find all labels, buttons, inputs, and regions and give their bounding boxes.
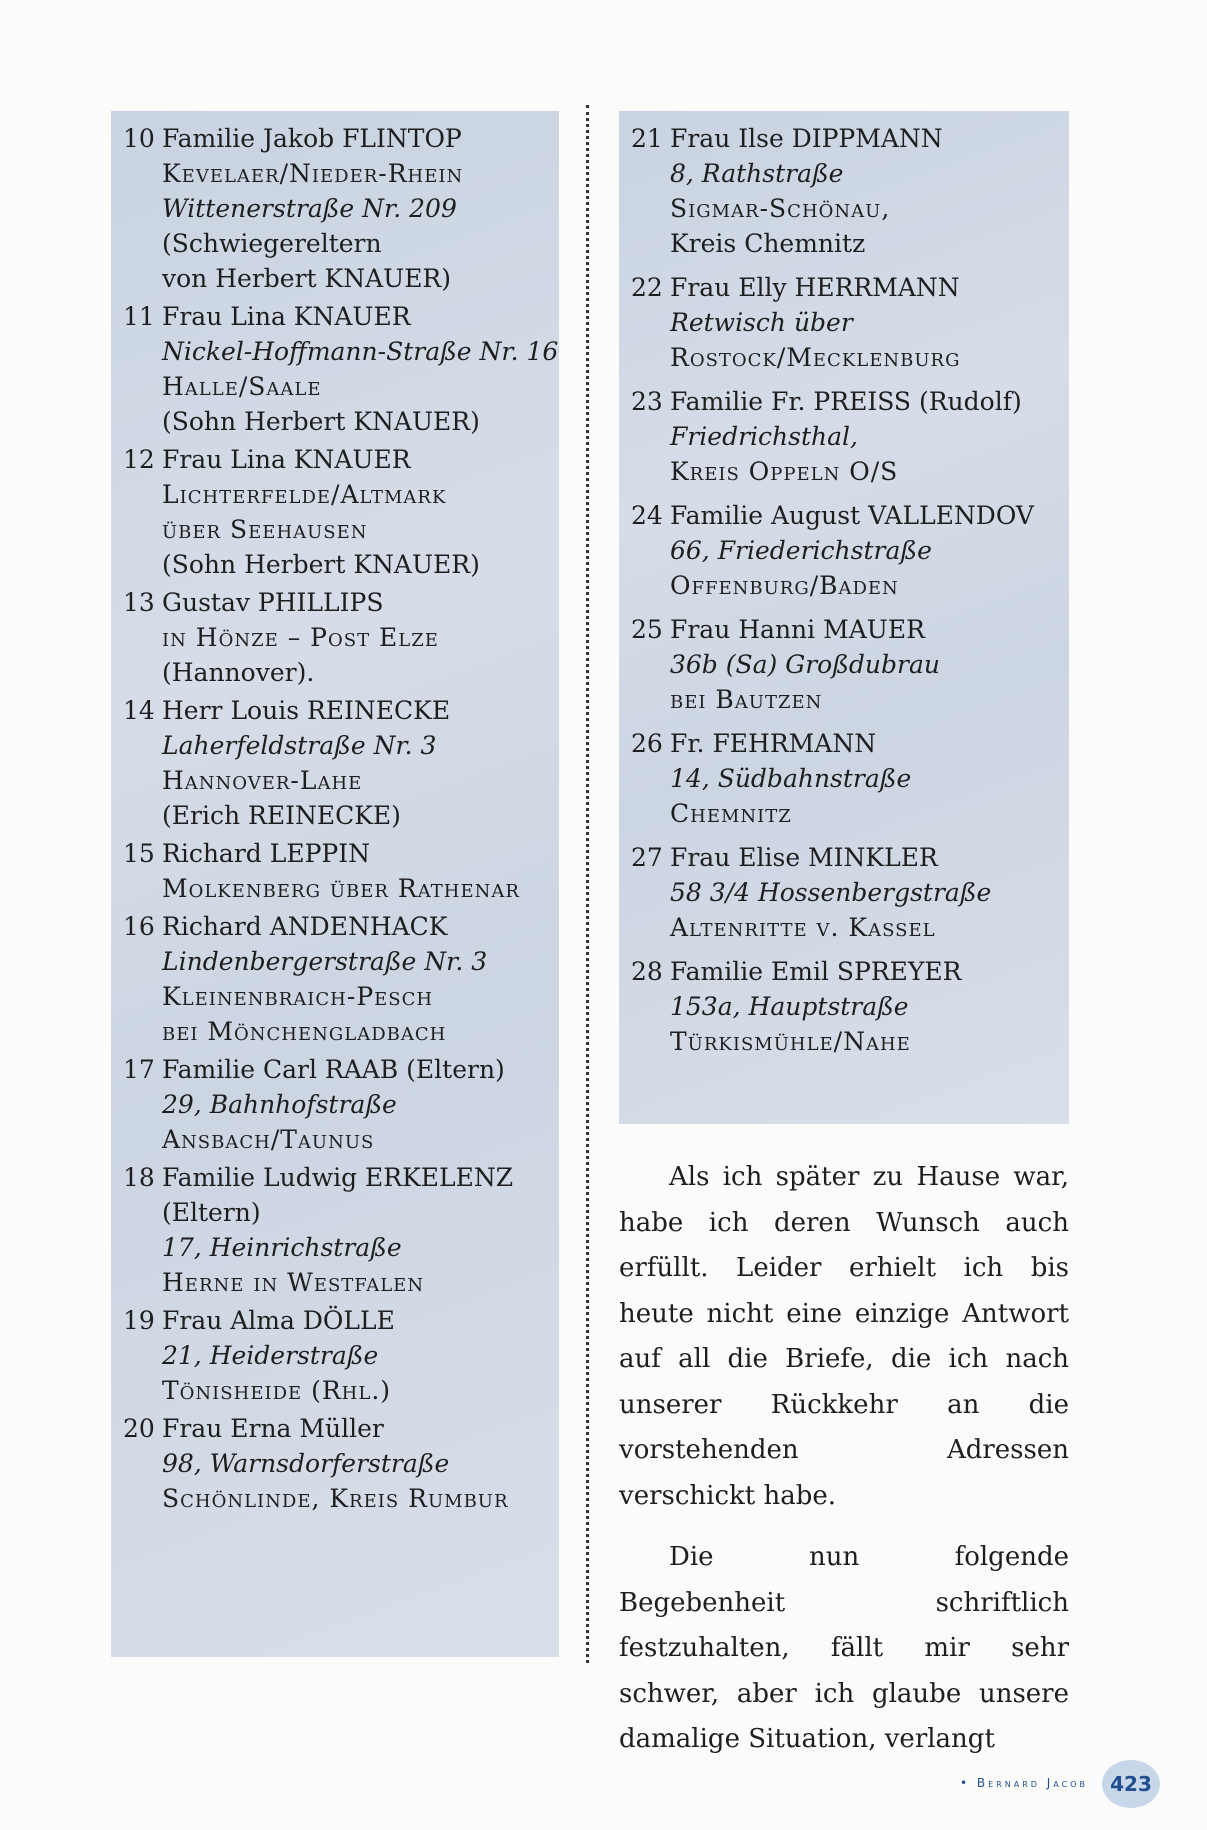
entry-line: Frau Erna Müller bbox=[162, 1414, 384, 1443]
entry-line: Familie Jakob FLINTOP bbox=[162, 124, 462, 153]
entry-line: Retwisch über bbox=[670, 308, 853, 337]
entry-line: Familie Ludwig ERKELENZ bbox=[162, 1163, 514, 1192]
entry-line: Lindenbergerstraße Nr. 3 bbox=[162, 947, 488, 976]
address-entry bbox=[111, 909, 561, 1049]
page-number: 423 bbox=[1102, 1760, 1160, 1808]
entry-number: 22 bbox=[631, 273, 663, 302]
address-entry bbox=[619, 840, 1069, 945]
entry-number: 11 bbox=[123, 302, 155, 331]
entry-line: 29, Bahnhofstraße bbox=[162, 1090, 397, 1119]
address-entry bbox=[111, 1052, 561, 1157]
address-entry bbox=[619, 612, 1069, 717]
entry-line: 36b (Sa) Großdubrau bbox=[670, 650, 940, 679]
entry-number: 26 bbox=[631, 729, 663, 758]
entry-line: Kleinenbraich-Pesch bbox=[162, 982, 434, 1011]
entry-line: (Sohn Herbert KNAUER) bbox=[162, 550, 480, 579]
entry-number: 16 bbox=[123, 912, 155, 941]
entry-line: bei Mönchengladbach bbox=[162, 1017, 447, 1046]
address-entry bbox=[111, 1160, 561, 1300]
entry-line: Nickel-Hoffmann-Straße Nr. 16 bbox=[162, 337, 559, 366]
entry-line: 8, Rathstraße bbox=[670, 159, 844, 188]
address-entry bbox=[619, 384, 1069, 489]
entry-line: Sigmar-Schönau, bbox=[670, 194, 891, 223]
address-entry bbox=[111, 585, 561, 690]
entry-number: 24 bbox=[631, 501, 663, 530]
entry-line: Wittenerstraße Nr. 209 bbox=[162, 194, 457, 223]
entry-line: 66, Friederichstraße bbox=[670, 536, 932, 565]
entry-number: 17 bbox=[123, 1055, 155, 1084]
address-list-left bbox=[111, 121, 561, 1519]
address-entry bbox=[619, 270, 1069, 375]
entry-line: (Erich REINECKE) bbox=[162, 801, 401, 830]
entry-line: Tönisheide (Rhl.) bbox=[162, 1376, 392, 1405]
entry-line: Frau Lina KNAUER bbox=[162, 302, 411, 331]
entry-line: Fr. FEHRMANN bbox=[670, 729, 877, 758]
entry-line: Ansbach/Taunus bbox=[162, 1125, 375, 1154]
entry-line: Molkenberg über Rathenar bbox=[162, 874, 520, 903]
address-entry bbox=[111, 442, 561, 582]
entry-line: Kreis Chemnitz bbox=[670, 229, 866, 258]
entry-line: Hannover-Lahe bbox=[162, 766, 363, 795]
footer-author: • Bernard Jacob bbox=[960, 1776, 1088, 1790]
entry-number: 21 bbox=[631, 124, 663, 153]
entry-number: 20 bbox=[123, 1414, 155, 1443]
entry-line: Richard ANDENHACK bbox=[162, 912, 448, 941]
entry-number: 27 bbox=[631, 843, 663, 872]
entry-line: Frau Lina KNAUER bbox=[162, 445, 411, 474]
entry-line: 17, Heinrichstraße bbox=[162, 1233, 402, 1262]
address-entry bbox=[111, 836, 561, 906]
entry-line: 58 3/4 Hossenbergstraße bbox=[670, 878, 992, 907]
entry-line: (Eltern) bbox=[162, 1198, 261, 1227]
entry-line: 98, Warnsdorferstraße bbox=[162, 1449, 450, 1478]
entry-line: Halle/Saale bbox=[162, 372, 322, 401]
entry-line: bei Bautzen bbox=[670, 685, 823, 714]
entry-number: 19 bbox=[123, 1306, 155, 1335]
entry-line: Schönlinde, Kreis Rumbur bbox=[162, 1484, 509, 1513]
entry-line: von Herbert KNAUER) bbox=[162, 264, 452, 293]
entry-number: 23 bbox=[631, 387, 663, 416]
entry-line: Herne in Westfalen bbox=[162, 1268, 425, 1297]
entry-number: 25 bbox=[631, 615, 663, 644]
address-entry bbox=[619, 121, 1069, 261]
body-text bbox=[619, 1155, 1069, 1779]
entry-number: 28 bbox=[631, 957, 663, 986]
dotted-column-divider bbox=[586, 105, 589, 1663]
entry-number: 15 bbox=[123, 839, 155, 868]
entry-line: Lichterfelde/Altmark bbox=[162, 480, 447, 509]
entry-number: 18 bbox=[123, 1163, 155, 1192]
entry-line: über Seehausen bbox=[162, 515, 368, 544]
entry-line: Friedrichsthal, bbox=[670, 422, 858, 451]
entry-line: 153a, Hauptstraße bbox=[670, 992, 909, 1021]
entry-line: Frau Ilse DIPPMANN bbox=[670, 124, 943, 153]
entry-line: Kreis Oppeln O/S bbox=[670, 457, 899, 486]
entry-line: Laherfeldstraße Nr. 3 bbox=[162, 731, 437, 760]
entry-line: Rostock/Mecklenburg bbox=[670, 343, 961, 372]
address-entry bbox=[619, 726, 1069, 831]
entry-line: Familie Carl RAAB (Eltern) bbox=[162, 1055, 505, 1084]
address-entry bbox=[619, 498, 1069, 603]
entry-line: Chemnitz bbox=[670, 799, 792, 828]
address-entry bbox=[619, 954, 1069, 1059]
entry-number: 12 bbox=[123, 445, 155, 474]
entry-line: Frau Alma DÖLLE bbox=[162, 1306, 395, 1335]
entry-line: 14, Südbahnstraße bbox=[670, 764, 912, 793]
address-entry bbox=[111, 299, 561, 439]
entry-line: (Hannover). bbox=[162, 658, 315, 687]
address-entry bbox=[111, 121, 561, 296]
entry-number: 14 bbox=[123, 696, 155, 725]
address-entry bbox=[111, 1303, 561, 1408]
entry-line: (Schwiegereltern bbox=[162, 229, 382, 258]
entry-line: Frau Elly HERRMANN bbox=[670, 273, 960, 302]
entry-line: Altenritte v. Kassel bbox=[670, 913, 936, 942]
entry-line: Gustav PHILLIPS bbox=[162, 588, 384, 617]
entry-line: Familie Emil SPREYER bbox=[670, 957, 962, 986]
body-paragraph: Die nun folgende Begebenheit schriftlich festzuhalten, fällt mir sehr schwer, aber ich glaube unsere damalige Situation, verlangt bbox=[619, 1542, 1069, 1754]
entry-line: Türkismühle/Nahe bbox=[670, 1027, 911, 1056]
entry-line: in Hönze – Post Elze bbox=[162, 623, 439, 652]
entry-line: Familie Fr. PREISS (Rudolf) bbox=[670, 387, 1022, 416]
entry-line: Frau Elise MINKLER bbox=[670, 843, 938, 872]
entry-number: 10 bbox=[123, 124, 155, 153]
entry-line: Herr Louis REINECKE bbox=[162, 696, 451, 725]
entry-line: Offenburg/Baden bbox=[670, 571, 899, 600]
body-paragraph: Als ich später zu Hause war, habe ich deren Wunsch auch erfüllt. Leider erhielt ich bis heute nicht eine einzige Antwort auf all die Briefe, die ich nach unserer Rückkehr an die vorstehenden Adressen verschickt habe. bbox=[619, 1162, 1069, 1511]
address-entry bbox=[111, 693, 561, 833]
entry-line: Kevelaer/Nieder-Rhein bbox=[162, 159, 464, 188]
address-entry bbox=[111, 1411, 561, 1516]
entry-line: (Sohn Herbert KNAUER) bbox=[162, 407, 480, 436]
entry-line: Richard LEPPIN bbox=[162, 839, 370, 868]
entry-line: Familie August VALLENDOV bbox=[670, 501, 1034, 530]
entry-number: 13 bbox=[123, 588, 155, 617]
entry-line: Frau Hanni MAUER bbox=[670, 615, 925, 644]
address-list-right bbox=[619, 121, 1069, 1068]
entry-line: 21, Heiderstraße bbox=[162, 1341, 379, 1370]
